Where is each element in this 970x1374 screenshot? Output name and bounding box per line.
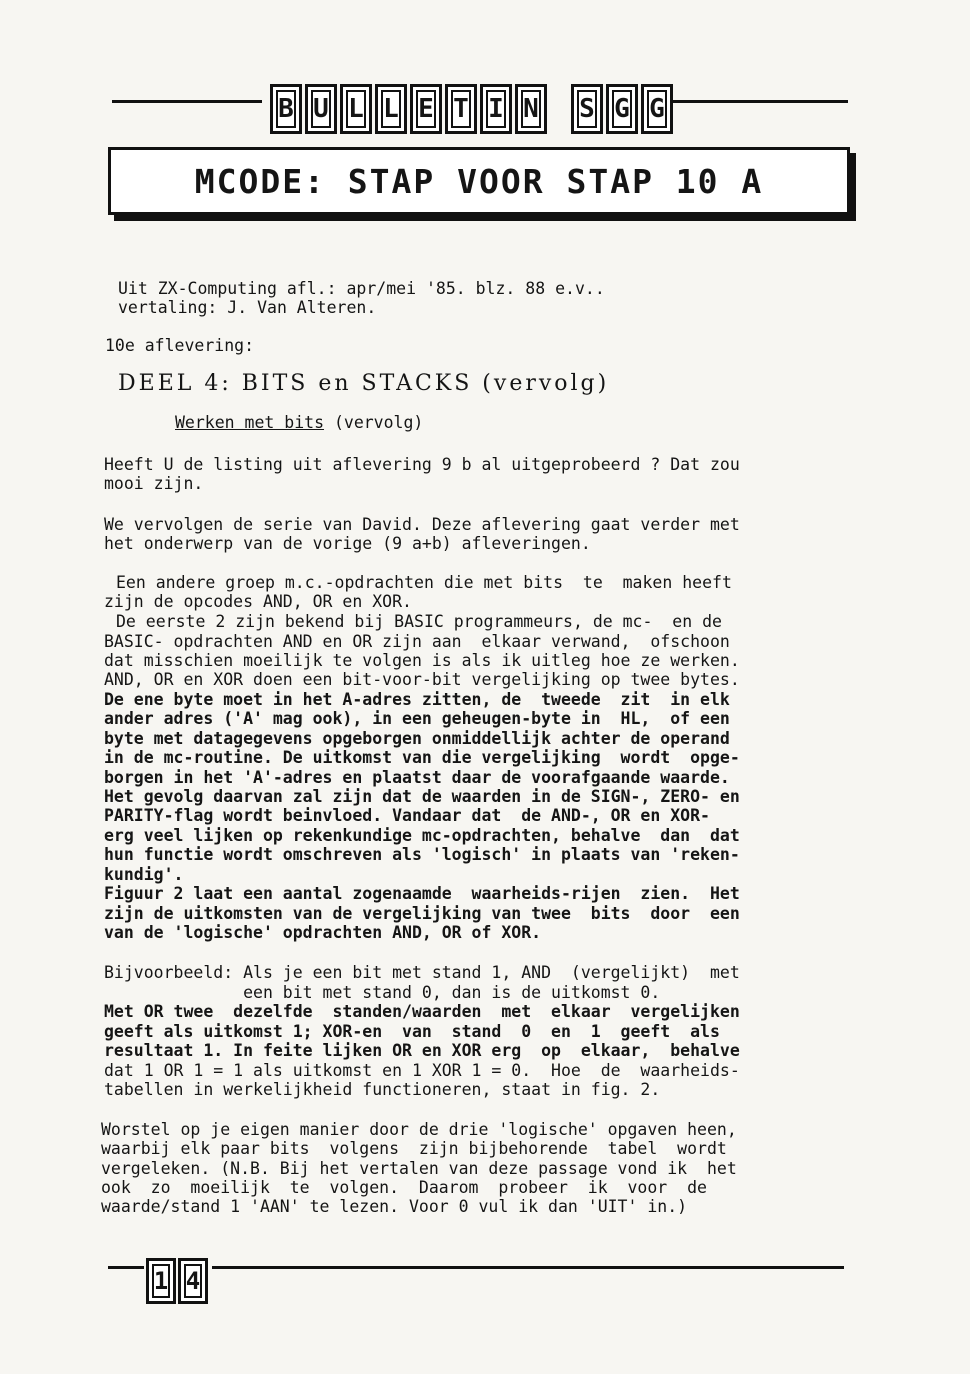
paragraph-line: byte met datagegevens opgeborgen onmiddellijk achter de operand: [104, 729, 730, 748]
paragraph-line: zijn de opcodes AND, OR en XOR.: [104, 592, 412, 611]
masthead-letter: B: [270, 84, 302, 134]
paragraph-line: We vervolgen de serie van David. Deze aflevering gaat verder met: [104, 515, 740, 534]
section-heading: DEEL 4: BITS en STACKS (vervolg): [118, 371, 610, 396]
masthead-letter: T: [445, 84, 477, 134]
intro-episode: 10e aflevering:: [105, 336, 255, 355]
header-rule-left: [112, 100, 262, 103]
masthead-letter: L: [375, 84, 407, 134]
paragraph-line: het onderwerp van de vorige (9 a+b) afleveringen.: [104, 534, 591, 553]
masthead-letter: L: [340, 84, 372, 134]
paragraph-line: De ene byte moet in het A-adres zitten, de tweede zit in elk: [104, 690, 730, 709]
footer-rule-right: [212, 1266, 844, 1269]
paragraph-line: mooi zijn.: [104, 474, 204, 493]
masthead-letter: G: [606, 84, 638, 134]
paragraph-line: tabellen in werkelijkheid functioneren, staat in fig. 2.: [104, 1080, 661, 1099]
paragraph-line: in de mc-routine. De uitkomst van die vergelijking wordt opge-: [104, 748, 740, 767]
paragraph-line: BASIC- opdrachten AND en OR zijn aan elkaar verwand, ofschoon: [104, 632, 730, 651]
paragraph-line: dat misschien moeilijk te volgen is als ik uitleg hoe ze werken.: [104, 651, 740, 670]
masthead: [270, 84, 673, 134]
paragraph-line: ook zo moeilijk te volgen. Daarom probeer ik voor de: [101, 1178, 707, 1197]
paragraph-line: hun functie wordt omschreven als 'logisch' in plaats van 'reken-: [104, 845, 740, 864]
subheading: [175, 413, 423, 432]
page-number-digit: 4: [178, 1258, 208, 1304]
paragraph-line: Het gevolg daarvan zal zijn dat de waarden in de SIGN-, ZERO- en: [104, 787, 740, 806]
paragraph-line: kundig'.: [104, 865, 184, 884]
subheading-title: Werken met bits: [175, 413, 325, 432]
paragraph-line: erg veel lijken op rekenkundige mc-opdrachten, behalve dan dat: [104, 826, 740, 845]
paragraph-line: De eerste 2 zijn bekend bij BASIC programmeurs, de mc- en de: [116, 612, 722, 631]
paragraph-line: zijn de uitkomsten van de vergelijking van twee bits door een: [104, 904, 740, 923]
paragraph-line: AND, OR en XOR doen een bit-voor-bit vergelijking op twee bytes.: [104, 670, 740, 689]
paragraph-line: waarbij elk paar bits volgens zijn bijbehorende tabel wordt: [101, 1139, 727, 1158]
masthead-letter: I: [480, 84, 512, 134]
masthead-spacer: [550, 84, 568, 134]
paragraph-line: een bit met stand 0, dan is de uitkomst 0.: [104, 983, 661, 1002]
intro-source: Uit ZX-Computing afl.: apr/mei '85. blz. 88 e.v..: [118, 279, 605, 298]
paragraph-line: borgen in het 'A'-adres en plaatst daar de voorafgaande waarde.: [104, 768, 730, 787]
paragraph-line: Met OR twee dezelfde standen/waarden met elkaar vergelijken: [104, 1002, 740, 1021]
paragraph-line: ander adres ('A' mag ook), in een geheugen-byte in HL, of een: [104, 709, 730, 728]
paragraph-line: vergeleken. (N.B. Bij het vertalen van deze passage vond ik het: [101, 1159, 737, 1178]
paragraph-line: Worstel op je eigen manier door de drie 'logische' opgaven heen,: [101, 1120, 737, 1139]
paragraph-line: resultaat 1. In feite lijken OR en XOR erg op elkaar, behalve: [104, 1041, 740, 1060]
footer-rule-left: [108, 1266, 144, 1269]
page-number: [146, 1258, 208, 1304]
paragraph-line: dat 1 OR 1 = 1 als uitkomst en 1 XOR 1 = 0. Hoe de waarheids-: [104, 1061, 740, 1080]
paragraph-line: PARITY-flag wordt beinvloed. Vandaar dat de AND-, OR en XOR-: [104, 806, 710, 825]
header-rule-right: [660, 100, 848, 103]
masthead-letter: S: [571, 84, 603, 134]
intro-translator: vertaling: J. Van Alteren.: [118, 298, 377, 317]
article-title: MCODE: STAP VOOR STAP 10 A: [108, 147, 850, 215]
masthead-letter: G: [641, 84, 673, 134]
masthead-letter: N: [515, 84, 547, 134]
masthead-letter: E: [410, 84, 442, 134]
paragraph-line: waarde/stand 1 'AAN' te lezen. Voor 0 vul ik dan 'UIT' in.): [101, 1197, 688, 1216]
page-number-digit: 1: [146, 1258, 176, 1304]
subheading-suffix: (vervolg): [324, 413, 424, 432]
masthead-letter: U: [305, 84, 337, 134]
paragraph-line: van de 'logische' opdrachten AND, OR of XOR.: [104, 923, 542, 942]
paragraph-line: Bijvoorbeeld: Als je een bit met stand 1, AND (vergelijkt) met: [104, 963, 740, 982]
paragraph-line: geeft als uitkomst 1; XOR-en van stand 0 en 1 geeft als: [104, 1022, 720, 1041]
paragraph-line: Figuur 2 laat een aantal zogenaamde waarheids-rijen zien. Het: [104, 884, 740, 903]
paragraph-line: Heeft U de listing uit aflevering 9 b al uitgeprobeerd ? Dat zou: [104, 455, 740, 474]
paragraph-line: Een andere groep m.c.-opdrachten die met bits te maken heeft: [116, 573, 732, 592]
